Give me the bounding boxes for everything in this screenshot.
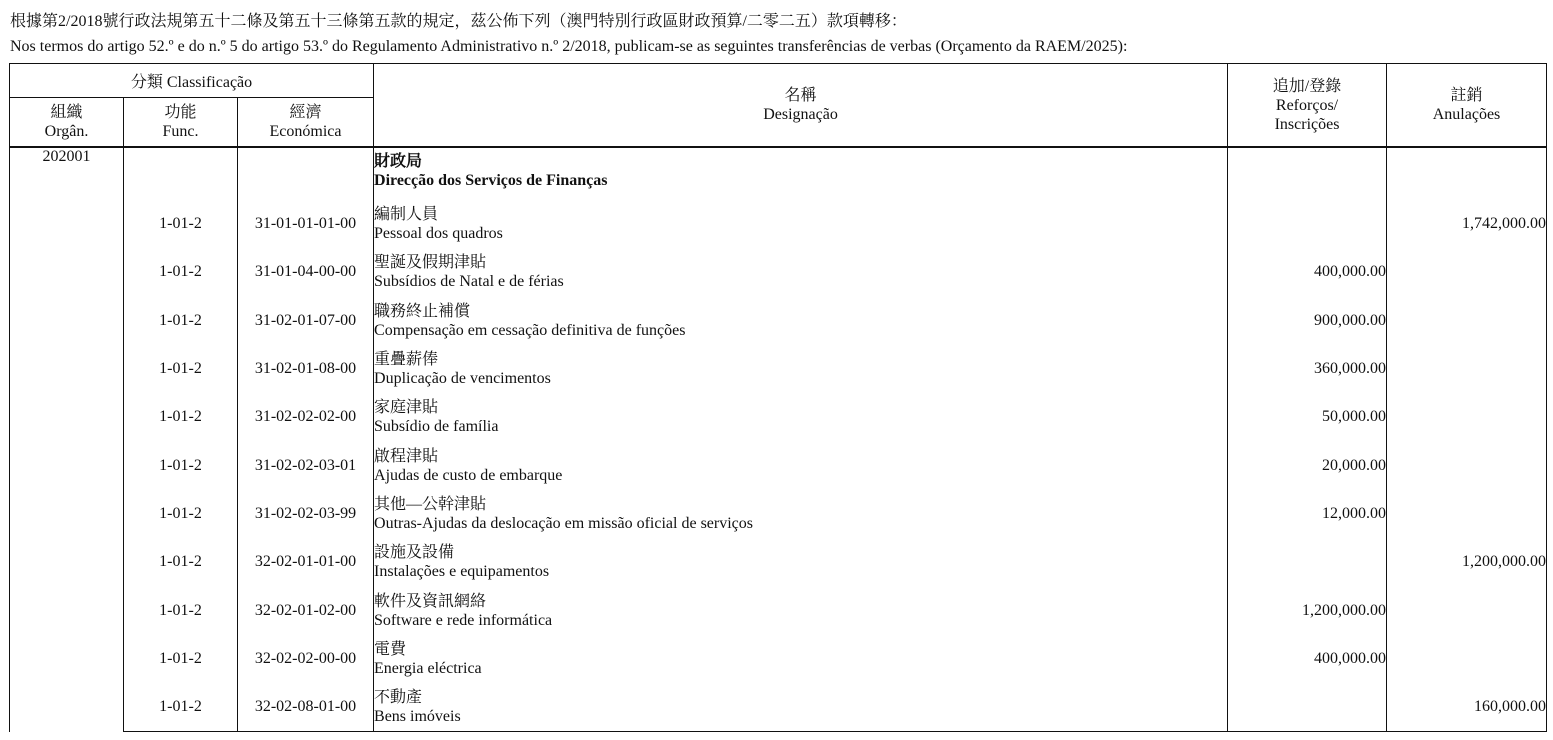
designation-zh: 職務終止補償 [374,302,471,320]
reforco-amount: 400,000.00 [1228,635,1387,683]
table-row [10,200,1547,248]
reforco-header-pt1: Reforços/ [1275,96,1339,114]
functional-code: 1-01-2 [124,393,238,441]
reforco-amount [1228,200,1387,248]
designation-cell [374,393,1228,441]
anulacao-amount: 1,742,000.00 [1387,200,1547,248]
reforco-header [1228,64,1387,148]
reforco-amount [1228,538,1387,586]
economic-code: 31-02-02-03-99 [238,490,374,538]
designation-cell [374,297,1228,345]
designation-zh: 家庭津貼 [374,399,439,417]
table-row [10,248,1547,296]
table-row [10,297,1547,345]
table-row [10,538,1547,586]
designation-pt: Subsídios de Natal e de férias [374,273,564,291]
designation-pt: Bens imóveis [374,708,461,726]
designation-header [374,64,1228,148]
table-row [10,441,1547,489]
reforco-amount: 400,000.00 [1228,248,1387,296]
economic-code: 32-02-02-00-00 [238,635,374,683]
table-row [10,393,1547,441]
anulacao-amount [1387,248,1547,296]
anulacao-amount [1387,393,1547,441]
designation-cell [374,248,1228,296]
organic-header-pt: Orgân. [44,123,89,140]
table-body [10,147,1547,732]
designation-zh: 設施及設備 [374,544,455,562]
organization-name-pt: Direcção dos Serviços de Finanças [374,172,608,189]
anulacao-header-pt: Anulações [1432,106,1501,123]
designation-pt: Subsídio de família [374,418,499,436]
designation-cell [374,490,1228,538]
designation-pt: Duplicação de vencimentos [374,370,551,388]
functional-code: 1-01-2 [124,635,238,683]
functional-code: 1-01-2 [124,586,238,634]
organization-func-cell [124,147,238,200]
designation-pt: Ajudas de custo de embarque [374,466,563,484]
functional-header [124,98,238,148]
organization-anul-cell [1387,147,1547,200]
reforco-amount: 12,000.00 [1228,490,1387,538]
designation-zh: 不動產 [374,689,423,707]
organization-name-zh: 財政局 [374,153,423,170]
economic-header [238,98,374,148]
designation-cell [374,635,1228,683]
reforco-amount: 360,000.00 [1228,345,1387,393]
economic-code: 31-01-04-00-00 [238,248,374,296]
organization-econ-cell [238,147,374,200]
functional-code: 1-01-2 [124,538,238,586]
organization-reforco-cell [1228,147,1387,200]
table-row [10,635,1547,683]
economic-code: 31-02-01-08-00 [238,345,374,393]
designation-pt: Software e rede informática [374,611,553,629]
table-row [10,345,1547,393]
anulacao-amount [1387,586,1547,634]
designation-header-pt: Designação [763,106,838,123]
economic-header-pt: Económica [269,123,342,140]
table-header [10,64,1547,148]
functional-code: 1-01-2 [124,490,238,538]
classification-header: 分類 Classificação [10,64,374,98]
designation-zh: 重疊薪俸 [374,351,439,369]
organization-row [10,147,1547,200]
anulacao-amount [1387,297,1547,345]
anulacao-amount: 160,000.00 [1387,683,1547,732]
anulacao-amount [1387,635,1547,683]
designation-pt: Pessoal dos quadros [374,225,503,243]
functional-code: 1-01-2 [124,345,238,393]
designation-zh: 軟件及資訊網絡 [374,592,487,610]
designation-pt: Instalações e equipamentos [374,563,550,581]
anulacao-amount [1387,441,1547,489]
organic-code: 202001 [10,147,124,732]
anulacao-amount [1387,345,1547,393]
functional-code: 1-01-2 [124,297,238,345]
designation-cell [374,538,1228,586]
designation-pt: Energia eléctrica [374,659,482,677]
reforco-amount: 20,000.00 [1228,441,1387,489]
designation-pt: Outras-Ajudas da deslocação em missão oficial de serviços [374,514,753,532]
designation-zh: 編制人員 [374,206,439,224]
functional-code: 1-01-2 [124,248,238,296]
reforco-amount [1228,683,1387,732]
table-row [10,683,1547,732]
designation-cell [374,441,1228,489]
economic-code: 31-02-02-03-01 [238,441,374,489]
economic-header-zh: 經濟 [289,104,322,121]
anulacao-amount: 1,200,000.00 [1387,538,1547,586]
budget-transfer-table [9,63,1547,732]
intro-chinese: 根據第2/2018號行政法規第五十二條及第五十三條第五款的規定，茲公佈下列（澳門特別行政區財政預算/二零二五）款項轉移： [10,13,907,30]
reforco-amount: 900,000.00 [1228,297,1387,345]
economic-code: 31-01-01-01-00 [238,200,374,248]
designation-cell [374,345,1228,393]
anulacao-header [1387,64,1547,148]
table-row [10,586,1547,634]
economic-code: 32-02-01-02-00 [238,586,374,634]
functional-header-zh: 功能 [164,104,197,121]
economic-code: 31-02-01-07-00 [238,297,374,345]
functional-code: 1-01-2 [124,200,238,248]
designation-header-zh: 名稱 [784,87,817,104]
reforco-header-pt2: Inscrições [1274,115,1340,133]
designation-zh: 其他—公幹津貼 [374,495,487,513]
economic-code: 31-02-02-02-00 [238,393,374,441]
designation-cell [374,683,1228,732]
organization-name [374,147,1228,200]
designation-pt: Compensação em cessação definitiva de funções [374,321,686,339]
economic-code: 32-02-01-01-00 [238,538,374,586]
functional-code: 1-01-2 [124,683,238,732]
organic-header [10,98,124,148]
economic-code: 32-02-08-01-00 [238,683,374,732]
anulacao-amount [1387,490,1547,538]
designation-zh: 啟程津貼 [374,447,439,465]
organic-header-zh: 組織 [50,104,83,121]
reforco-header-zh: 追加/登錄 [1272,77,1342,95]
table-row [10,490,1547,538]
reforco-amount: 1,200,000.00 [1228,586,1387,634]
designation-cell [374,200,1228,248]
functional-header-pt: Func. [162,123,199,140]
reforco-amount: 50,000.00 [1228,393,1387,441]
designation-zh: 聖誕及假期津貼 [374,254,487,272]
designation-cell [374,586,1228,634]
anulacao-header-zh: 註銷 [1450,87,1483,104]
functional-code: 1-01-2 [124,441,238,489]
designation-zh: 電費 [374,640,407,658]
intro-portuguese: Nos termos do artigo 52.º e do n.º 5 do artigo 53.º do Regulamento Administrativo n.º 2/2018, publicam-se as seguintes transferências de verbas (Orçamento da RAEM/2025): [10,38,1128,55]
